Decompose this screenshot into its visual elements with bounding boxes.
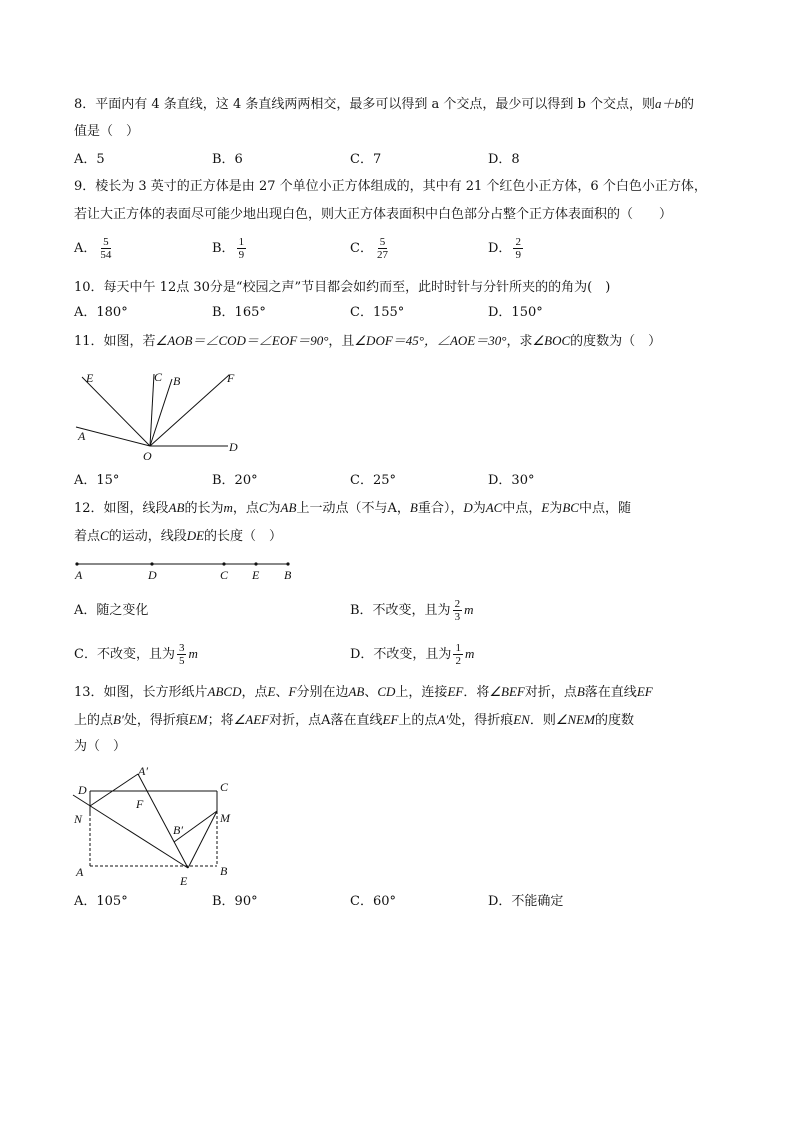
label-a: A	[75, 568, 83, 582]
fraction: $\frac{2}{9}$	[515, 236, 521, 261]
label-c: C	[220, 568, 229, 582]
q8-option-c: C．7	[350, 152, 382, 167]
point-a	[75, 562, 78, 565]
q8-line1	[74, 95, 694, 114]
q8-text: 8．平面内有 4 条直线，这 4 条直线两两相交，最多可以得到 a 个交点，最少可以得到 b 个交点，则	[74, 97, 655, 112]
ray-oa	[76, 427, 150, 446]
q13-line2: 上的点B′处，得折痕EM；将∠AEF对折，点A落在直线EF上的点A′处，得折痕EN．则∠NEM的度数	[74, 712, 634, 728]
q11-option-c: C．25°	[350, 473, 396, 488]
q8-option-b: B．6	[212, 152, 243, 167]
point-e	[254, 562, 257, 565]
point-d	[150, 562, 153, 565]
q11-option-d: D．30°	[488, 473, 535, 488]
q9-option-c: C． $\frac{5}{27}$	[350, 236, 388, 261]
fraction: $\frac{5}{54}$	[100, 236, 112, 261]
q10-option-a: A．180°	[74, 305, 128, 320]
label-b: B	[284, 568, 292, 582]
fraction: $\frac{2}{3}$	[454, 598, 461, 623]
label-f: F	[136, 797, 144, 811]
q10-option-d: D．150°	[488, 305, 543, 320]
q13-line3: 为（ ）	[74, 739, 127, 754]
fold-n-aprime	[90, 774, 138, 806]
q9-option-b: B． $\frac{1}{9}$	[212, 236, 245, 261]
q8-text-end: 的	[680, 97, 694, 112]
q10-option-c: C．155°	[350, 305, 405, 320]
q11-angle-expr: ∠AOB＝∠COD＝∠EOF＝90°	[155, 333, 329, 348]
fraction: $\frac{5}{27}$	[376, 236, 388, 261]
q10-line1: 10．每天中午 12点 30分是“校园之声”节目都会如约而至，此时时针与分针所夹的的角为( )	[74, 280, 611, 295]
q12-line2: 着点C的运动，线段DE的长度（ ）	[74, 528, 283, 544]
label-e: E	[180, 874, 188, 888]
q11-line1: 11．如图，若∠AOB＝∠COD＝∠EOF＝90°，且∠DOF＝45°，∠AOE＝30°，求∠BOC的度数为（ ）	[74, 333, 662, 349]
q10-option-b: B．165°	[212, 305, 266, 320]
label-a: A	[76, 865, 84, 879]
q11-option-b: B．20°	[212, 473, 258, 488]
label-c: C	[220, 780, 229, 794]
label-c: C	[154, 370, 163, 384]
q11-angle-expr2: ∠DOF＝45°，∠AOE＝30°	[354, 333, 507, 348]
q11-option-a: A．15°	[74, 473, 120, 488]
q8-expr: a＋b	[654, 96, 681, 111]
fraction: $\frac{1}{2}$	[455, 642, 461, 667]
q8-line2: 值是（ ）	[74, 124, 140, 139]
label-aprime: A′	[138, 764, 148, 778]
q12-figure	[72, 552, 302, 584]
q8-option-d: D．8	[488, 152, 520, 167]
label-bprime: B′	[173, 823, 183, 837]
point-b	[286, 562, 289, 565]
q9-option-d: D． $\frac{2}{9}$	[488, 236, 521, 261]
q13-figure	[70, 758, 250, 890]
label-n: N	[74, 812, 83, 826]
label-d: D	[229, 440, 238, 454]
q9-option-a: A． $\frac{5}{54}$	[74, 236, 112, 261]
q13-option-a: A．105°	[74, 894, 128, 909]
q12-option-d: D．不改变，且为 $\frac{1}{2}$ m	[350, 642, 475, 667]
label-a: A	[78, 429, 86, 443]
label-e: E	[252, 568, 260, 582]
q13-option-d: D．不能确定	[488, 894, 564, 909]
q8-option-a: A．5	[74, 152, 105, 167]
crease-em	[188, 811, 217, 868]
q13-option-c: C．60°	[350, 894, 396, 909]
fraction: $\frac{1}{9}$	[238, 236, 245, 261]
q13-line1: 13．如图，长方形纸片ABCD，点E、F分别在边AB、CD上，连接EF．将∠BEF对折，点B落在直线EF	[74, 684, 653, 700]
q12-line1: 12．如图，线段AB的长为m，点C为AB上一动点（不与A，B重合），D为AC中点，E为BC中点，随	[74, 500, 631, 516]
label-b: B	[220, 864, 228, 878]
label-o: O	[143, 449, 152, 463]
label-f: F	[227, 371, 235, 385]
label-d: D	[148, 568, 157, 582]
label-b: B	[173, 374, 181, 388]
label-e: E	[86, 371, 94, 385]
ray-oe	[82, 377, 150, 446]
label-m: M	[220, 811, 230, 825]
label-d: D	[78, 783, 87, 797]
q13-option-b: B．90°	[212, 894, 258, 909]
line-ef	[138, 774, 188, 868]
q12-option-a: A．随之变化	[74, 603, 149, 618]
q12-option-c: C．不改变，且为 $\frac{3}{5}$ m	[74, 642, 198, 667]
point-c	[222, 562, 225, 565]
q12-option-b: B．不改变，且为 $\frac{2}{3}$ m	[350, 598, 474, 623]
q11-figure	[72, 365, 252, 465]
fraction: $\frac{3}{5}$	[178, 642, 185, 667]
q9-line2: 若让大正方体的表面尽可能少地出现白色，则大正方体表面积中白色部分占整个正方体表面积的（ ）	[74, 207, 673, 222]
q9-line1: 9．棱长为 3 英寸的正方体是由 27 个单位小正方体组成的，其中有 21 个红色小正方体，6 个白色小正方体，	[74, 179, 707, 194]
q11-angle-boc: ∠BOC	[532, 333, 571, 348]
